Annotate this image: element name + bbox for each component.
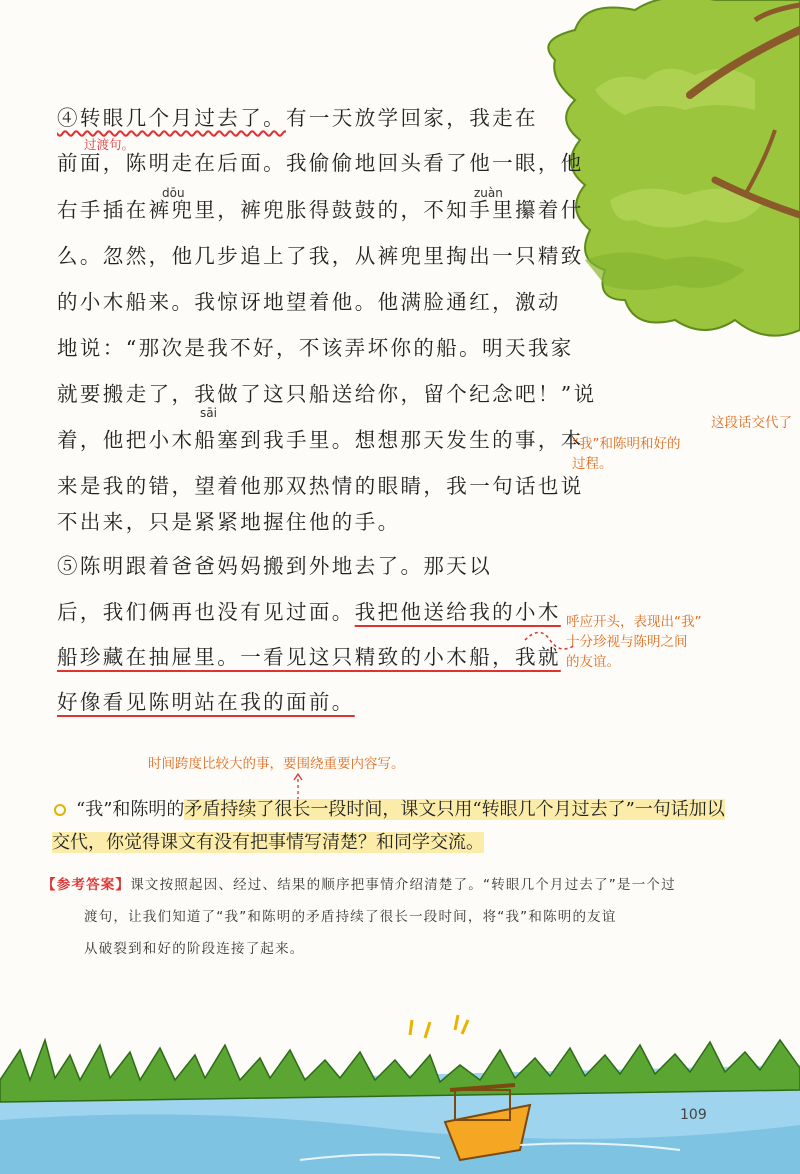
textbook-page: ④转眼几个月过去了。有一天放学回家，我走在 前面，陈明走在后面。我偷偷地回头看了他一眼，他 右手插在裤兜里，裤兜胀得鼓鼓的，不知手里攥着什 么。忽然，他几步追上了我，从裤兜里掏出一只精致 的小木船来。我惊讶地望着他。他满脸通红，激动 地说：“那次是我不好，不该弄坏你的船。明天我家 就要搬走了，我做了这只船送给你，留个纪念吧！”说 着，他把小木船塞到我手里。想想那天发生的事，本 来是我的错，望着他那双热情的眼睛，我一句话也说 不出来，只是紧紧地握住他的手。 dōu zuàn sāi 过渡句。 ⑤陈明跟着爸爸妈妈搬到外地去了。那天以 后，我们俩再也没有见过面。我把他送给我的小木 船珍藏在抽屉里。一看见这只精致的小木船，我就 好像看见陈明站在我的面前。 这段话交代了 “我”和陈明和好的 过程。 呼应开头，表现出“我” 十分珍视与陈明之间 的友谊。 时间跨度比较大的事，要围绕重要内容写。 “我”和陈明的矛盾持续了很长一段时间，课文只用“转眼几个月过去了”一句话加以 交代，你觉得课文有没有把事情写清楚？和同学交流。 【参考答案】课文按照起因、经过、结果的顺序把事情介绍清楚了。“转眼几个月过去了”是一个过 渡句，让我们知道了“我”和陈明的矛盾持续了很长一段时间，将“我”和陈明的友谊 从破裂到和好的阶段连接了起来。 109 [0, 0, 800, 1174]
pinyin-dou: dōu [162, 186, 185, 200]
annotation-reconcile-cont: “我”和陈明和好的 过程。 [572, 436, 681, 472]
annotation-time-span: 时间跨度比较大的事，要围绕重要内容写。 [148, 756, 405, 772]
text-line: ④转眼几个月过去了。有一天放学回家，我走在 [57, 106, 538, 130]
pinyin-zuan: zuàn [474, 186, 503, 200]
annotation-arrow [520, 620, 580, 660]
pinyin-sai: sāi [200, 406, 217, 420]
text-line: 么。忽然，他几步追上了我，从裤兜里掏出一只精致 [57, 244, 584, 268]
paragraph-4 [57, 104, 597, 534]
text-line: 右手插在裤兜里，裤兜胀得鼓鼓的，不知手里攥着什 [57, 198, 584, 222]
annotation-echo: 呼应开头，表现出“我” 十分珍视与陈明之间 的友谊。 [566, 614, 702, 670]
text-line: 的小木船来。我惊讶地望着他。他满脸通红，激动 [57, 290, 561, 314]
transition-sentence: ④转眼几个月过去了。 [57, 106, 286, 130]
key-sentence: 好像看见陈明站在我的面前。 [57, 690, 355, 714]
answer-tag: 【参考答案】 [42, 877, 131, 893]
text-line [57, 643, 561, 671]
page-number: 109 [680, 1107, 707, 1123]
text-line: 前面，陈明走在后面。我偷偷地回头看了他一眼，他 [57, 151, 584, 175]
key-sentence: 船珍藏在抽屉里。一看见这只精致的小木船，我就 [57, 645, 561, 669]
transition-annotation: 过渡句。 [84, 137, 135, 152]
text-line: 来是我的错，望着他那双热情的眼睛，我一句话也说 [57, 474, 584, 498]
text-line: 着，他把小木船塞到我手里。想想那天发生的事，本 [57, 428, 584, 452]
text-line: ⑤陈明跟着爸爸妈妈搬到外地去了。那天以 [57, 554, 493, 578]
text-line [57, 688, 355, 716]
annotation-reconcile: 这段话交代了 [711, 415, 792, 431]
text-line: 地说：“那次是我不好，不该弄坏你的船。明天我家 [57, 336, 574, 360]
key-sentence: 我把他送给我的小木 [354, 600, 561, 624]
river-grass-illustration [0, 1010, 800, 1174]
text-line: 不出来，只是紧紧地握住他的手。 [57, 510, 401, 534]
paragraph-5 [57, 552, 561, 722]
text-line: 后，我们俩再也没有见过面。我把他送给我的小木 [57, 600, 561, 624]
question-bullet-icon [54, 804, 66, 816]
text-line: 就要搬走了，我做了这只船送给你，留个纪念吧！”说 [57, 382, 597, 406]
